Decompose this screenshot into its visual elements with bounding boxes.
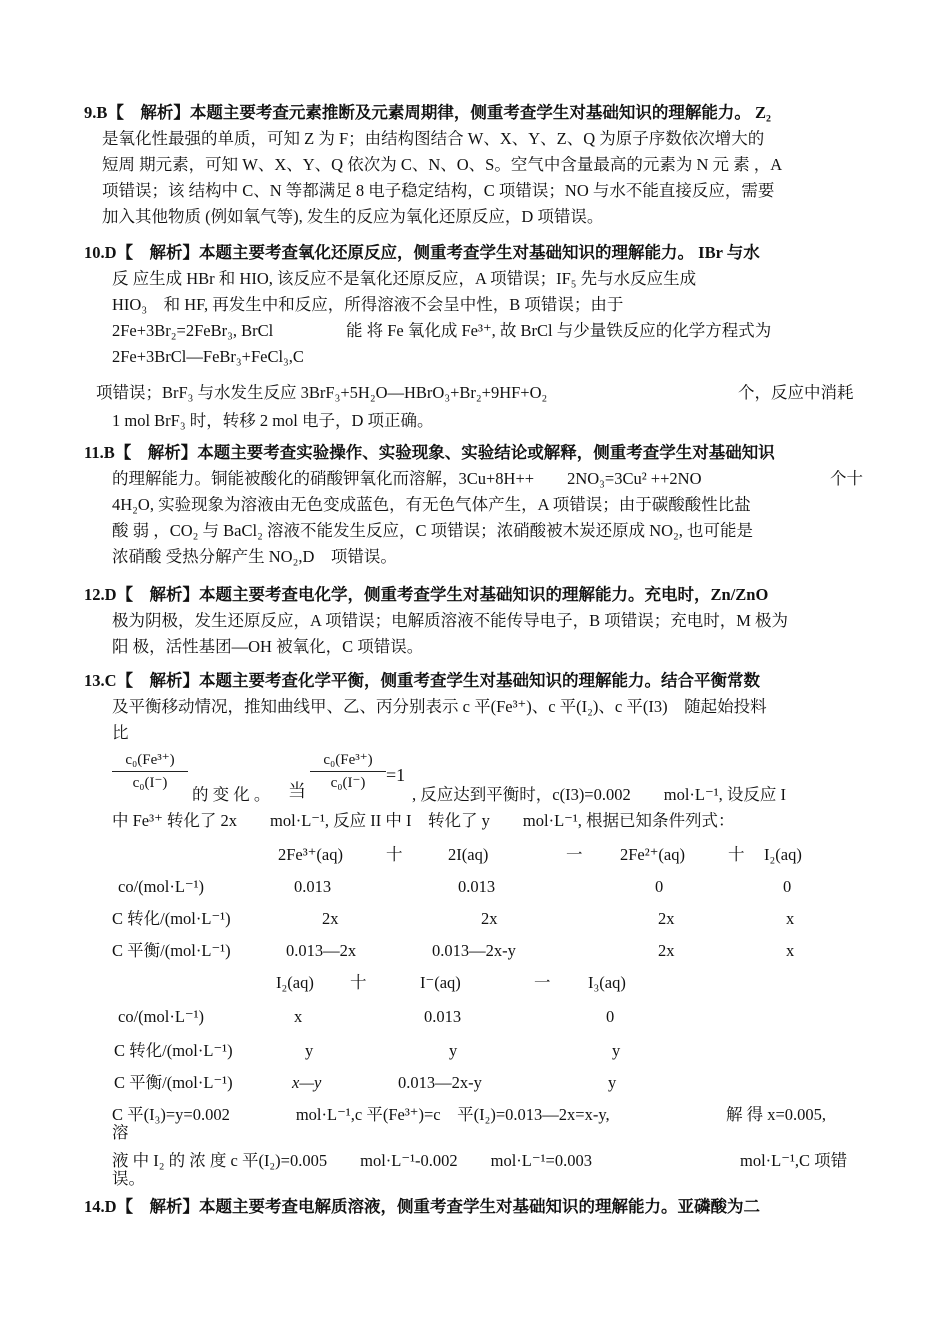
q13-line: 中 Fe³⁺ 转化了 2x mol·L⁻¹, 反应 II 中 I 转化了 y mol·L⁻¹, 根据已知条件列式： xyxy=(112,811,735,830)
table-cell: 2x xyxy=(658,941,675,960)
table-cell: 0.013 xyxy=(294,877,332,896)
equilibrium-sign: 一 xyxy=(566,845,583,864)
q12-line: 极为阴极，发生还原反应，A 项错误；电解质溶液不能传导电子，B 项错误；充电时，M 极为 xyxy=(112,611,789,630)
q10-line: 反 应生成 HBr 和 HIO, 该反应不是氧化还原反应，A 项错误；IF₅ 先与水反应生成 xyxy=(112,269,697,288)
q9-heading: 9.B【 解析】本题主要考查元素推断及元素周期律，侧重考查学生对基础知识的理解能力。 Z₂ xyxy=(84,103,771,122)
q11-line: 酸 弱 ，CO₂ 与 BaCl₂ 溶液不能发生反应，C 项错误；浓硝酸被木炭还原成 NO₂, 也可能是 xyxy=(112,521,754,540)
table-cell: 0 xyxy=(783,877,792,896)
q10-line: 能 将 Fe 氧化成 Fe³⁺, 故 BrCl 与少量铁反应的化学方程式为 xyxy=(346,321,772,340)
ratio-fraction xyxy=(310,750,386,793)
q9-line: 是氧化性最强的单质，可知 Z 为 F；由结构图结合 W、X、Y、Z、Q 为原子序数依次增大的 xyxy=(102,129,765,148)
reaction2-species: I⁻(aq) xyxy=(420,973,461,992)
row-label: C 转化/(mol·L⁻¹) xyxy=(114,1041,233,1060)
ratio-fraction xyxy=(112,750,188,793)
table-cell: 0.013—2x xyxy=(286,941,357,960)
fraction-numerator: c₀(Fe³⁺) xyxy=(125,752,175,768)
q11-heading: 11.B【 解析】本题主要考查实验操作、实验现象、实验结论或解释，侧重考查学生对基础知识 xyxy=(84,443,775,462)
plus-sign: 十 xyxy=(386,845,403,864)
q10-line: 项错误；BrF₃ 与水发生反应 3BrF₃+5H₂O—HBrO₃+Br₂+9HF+O₂ xyxy=(96,383,548,402)
reaction2-species: I₃(aq) xyxy=(588,973,626,992)
row-label: co/(mol·L⁻¹) xyxy=(118,1007,205,1026)
row-label: C 转化/(mol·L⁻¹) xyxy=(112,909,231,928)
q13-solution-line: 误。 xyxy=(112,1169,145,1188)
reaction1-species: 2Fe²⁺(aq) xyxy=(620,845,685,864)
q10-line: 个，反应中消耗 xyxy=(738,383,854,402)
reaction1-species: 2I(aq) xyxy=(448,845,489,864)
q13-line: 及平衡移动情况，推知曲线甲、乙、丙分别表示 c 平(Fe³⁺)、c 平(I₂)、c 平(I3) 随起始投料 xyxy=(112,697,767,716)
q13-solution-line: 液 中 I₂ 的 浓 度 c 平(I₂)=0.005 mol·L⁻¹-0.002 mol·L⁻¹=0.003 xyxy=(112,1151,592,1170)
table-cell: x xyxy=(294,1007,303,1026)
row-label: co/(mol·L⁻¹) xyxy=(118,877,205,896)
plus-sign: 十 xyxy=(728,845,745,864)
table-cell: 2x xyxy=(322,909,339,928)
table-cell: 0 xyxy=(606,1007,615,1026)
q13-solution-line: 溶 xyxy=(112,1123,129,1142)
table-cell: x xyxy=(786,941,795,960)
q10-heading: 10.D【 解析】本题主要考查氧化还原反应，侧重考查学生对基础知识的理解能力。 IBr 与水 xyxy=(84,243,760,262)
q10-line: HIO₃ 和 HF, 再发生中和反应，所得溶液不会呈中性，B 项错误；由于 xyxy=(112,295,624,314)
q13-solution-line: C 平(I₃)=y=0.002 mol·L⁻¹,c 平(Fe³⁺)=c 平(I₂)=0.013—2x=x-y, xyxy=(112,1105,610,1124)
row-label: C 平衡/(mol·L⁻¹) xyxy=(112,941,231,960)
row-label: C 平衡/(mol·L⁻¹) xyxy=(114,1073,233,1092)
q9-line: 加入其他物质 (例如氧气等), 发生的反应为氧化还原反应，D 项错误。 xyxy=(102,207,604,226)
fraction-denominator: c₀(I⁻) xyxy=(132,775,168,791)
table-cell: y xyxy=(449,1041,458,1060)
equilibrium-sign: 一 xyxy=(534,973,551,992)
table-cell: 0.013—2x-y xyxy=(432,941,516,960)
q13-solution-line: mol·L⁻¹,C 项错 xyxy=(740,1151,848,1170)
reaction2-species: I₂(aq) xyxy=(276,973,314,992)
q11-line: 的理解能力。铜能被酸化的硝酸钾氧化而溶解，3Cu+8H++ 2NO₃=3Cu² ++2NO xyxy=(112,469,702,488)
table-cell: 2x xyxy=(658,909,675,928)
q9-line: 短周 期元素，可知 W、X、Y、Q 依次为 C、N、O、S。空气中含量最高的元素为 N 元 素 ，A xyxy=(102,155,783,174)
q13-change-text: 的 变 化 。 xyxy=(192,785,271,804)
q12-heading: 12.D【 解析】本题主要考查电化学，侧重考查学生对基础知识的理解能力。充电时，Zn/ZnO xyxy=(84,585,769,604)
q13-when-text: 当 xyxy=(288,781,306,801)
q11-line: 个十 xyxy=(830,469,863,488)
q11-line: 4H₂O, 实验现象为溶液由无色变成蓝色，有无色气体产生，A 项错误；由于碳酸酸性比盐 xyxy=(112,495,751,514)
table-cell: y xyxy=(612,1041,621,1060)
fraction-bar xyxy=(112,771,188,772)
q14-heading: 14.D【 解析】本题主要考查电解质溶液，侧重考查学生对基础知识的理解能力。亚磷酸为二 xyxy=(84,1197,761,1216)
plus-sign: 十 xyxy=(350,973,367,992)
table-cell: x xyxy=(786,909,795,928)
table-cell: 2x xyxy=(481,909,498,928)
table-cell: 0.013 xyxy=(458,877,496,896)
q13-line: , 反应达到平衡时，c(I3)=0.002 mol·L⁻¹, 设反应 I xyxy=(412,785,787,804)
table-cell: 0 xyxy=(655,877,664,896)
table-cell: 0.013—2x-y xyxy=(398,1073,482,1092)
q11-line: 浓硝酸 受热分解产生 NO₂,D 项错误。 xyxy=(112,547,397,566)
fraction-denominator: c₀(I⁻) xyxy=(330,775,366,791)
reaction1-species: I₂(aq) xyxy=(764,845,802,864)
q13-line: 比 xyxy=(112,723,129,742)
q13-solution-line: 解 得 x=0.005, xyxy=(726,1105,827,1124)
table-cell: y xyxy=(608,1073,617,1092)
q12-line: 阳 极，活性基团—OH 被氧化，C 项错误。 xyxy=(112,637,424,656)
q10-line: 1 mol BrF₃ 时，转移 2 mol 电子，D 项正确。 xyxy=(112,411,434,430)
table-cell: 0.013 xyxy=(424,1007,462,1026)
q9-line: 项错误；该 结构中 C、N 等都满足 8 电子稳定结构，C 项错误；NO 与水不能直接反应，需要 xyxy=(102,181,775,200)
q13-heading: 13.C【 解析】本题主要考查化学平衡，侧重考查学生对基础知识的理解能力。结合平衡常数 xyxy=(84,671,761,690)
q10-equation: 2Fe+3Br₂=2FeBr₃, BrCl xyxy=(112,321,274,340)
q10-equation: 2Fe+3BrCl—FeBr₃+FeCl₃,C xyxy=(112,347,304,366)
fraction-bar xyxy=(310,771,386,772)
equals-one: =1 xyxy=(386,765,406,785)
table-cell: x—y xyxy=(292,1073,322,1092)
fraction-numerator: c₀(Fe³⁺) xyxy=(323,752,373,768)
reaction1-species: 2Fe³⁺(aq) xyxy=(278,845,343,864)
table-cell: y xyxy=(305,1041,314,1060)
